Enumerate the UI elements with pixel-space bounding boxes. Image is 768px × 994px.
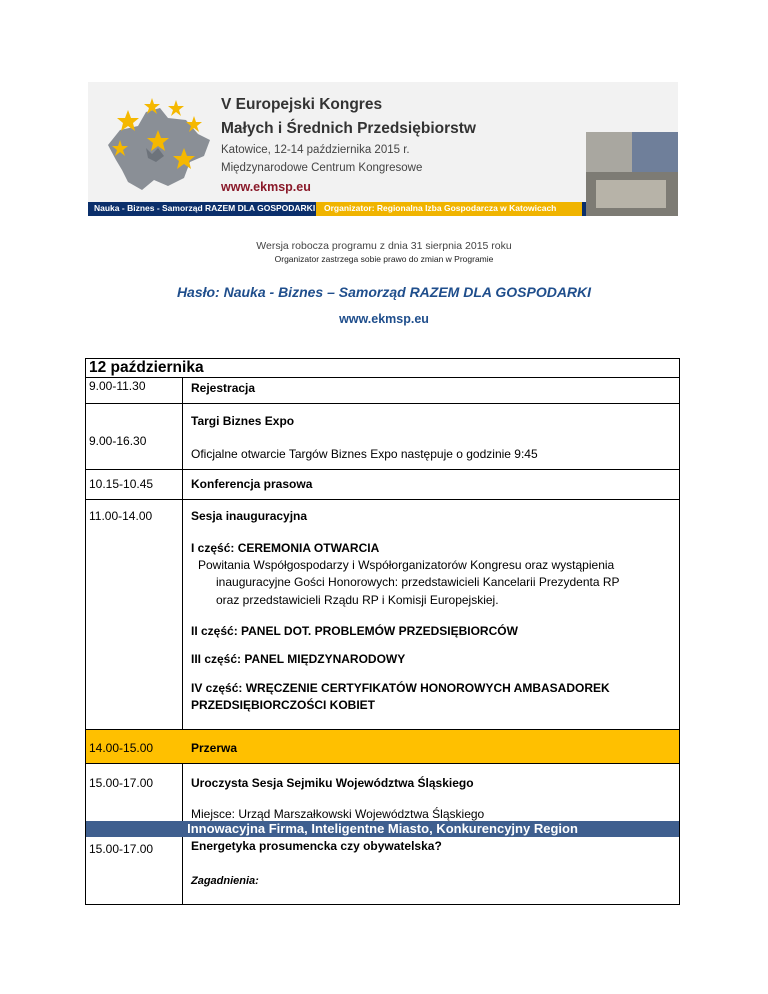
- disclaimer: Organizator zastrzega sobie prawo do zmian w Programie: [274, 254, 494, 264]
- sejmik-place: Miejsce: Urząd Marszałkowski Województwa Śląskiego: [191, 807, 485, 821]
- part3-title: III część: PANEL MIĘDZYNARODOWY: [191, 652, 406, 666]
- part4-line1: IV część: WRĘCZENIE CERTYFIKATÓW HONOROWYCH AMBASADOREK: [191, 681, 610, 695]
- item-inauguration: Sesja inauguracyjna: [191, 509, 308, 523]
- time-expo: 9.00-16.30: [89, 434, 147, 448]
- banner-title-line2: Małych i Średnich Przedsiębiorstw: [221, 120, 476, 137]
- website-link[interactable]: www.ekmsp.eu: [339, 312, 429, 326]
- part1-title: I część: CEREMONIA OTWARCIA: [191, 541, 380, 555]
- item-registration: Rejestracja: [191, 381, 256, 395]
- banner-organizer: Organizator: Regionalna Izba Gospodarcza w Katowicach: [324, 203, 557, 213]
- energy-topics-label: Zagadnienia:: [191, 875, 259, 887]
- item-sejmik: Uroczysta Sesja Sejmiku Województwa Śląskiego: [191, 776, 474, 790]
- item-expo: Targi Biznes Expo: [191, 414, 295, 428]
- time-inauguration: 11.00-14.00: [89, 509, 153, 523]
- banner-url-link[interactable]: www.ekmsp.eu: [221, 180, 311, 194]
- item-press: Konferencja prasowa: [191, 477, 313, 491]
- time-sejmik: 15.00-17.00: [89, 776, 154, 790]
- part4-line2: PRZEDSIĘBIORCZOŚCI KOBIET: [191, 698, 376, 712]
- version-note: Wersja robocza programu z dnia 31 sierpnia 2015 roku: [256, 240, 512, 252]
- time-break: 14.00-15.00: [89, 741, 154, 755]
- banner-slogan: Nauka - Biznes - Samorząd RAZEM DLA GOSPODARKI: [94, 203, 316, 213]
- conference-photo-collage: [586, 132, 678, 216]
- event-banner: [88, 82, 678, 216]
- item-energy: Energetyka prosumencka czy obywatelska?: [191, 839, 442, 853]
- time-energy: 15.00-17.00: [89, 842, 154, 856]
- banner-location-date: Katowice, 12-14 października 2015 r.: [221, 144, 410, 156]
- part2-title: II część: PANEL DOT. PROBLEMÓW PRZEDSIĘBIORCÓW: [191, 624, 518, 638]
- motto-heading: Hasło: Nauka - Biznes – Samorząd RAZEM DLA GOSPODARKI: [176, 284, 592, 300]
- break-row-highlight: [86, 730, 679, 763]
- expo-note: Oficjalne otwarcie Targów Biznes Expo następuje o godzinie 9:45: [191, 447, 538, 461]
- part1-line1: Powitania Współgospodarzy i Współorganizatorów Kongresu oraz wystąpienia: [198, 558, 615, 572]
- banner-title-line1: V Europejski Kongres: [221, 96, 383, 113]
- part1-line2: inauguracyjne Gości Honorowych: przedstawicieli Kancelarii Prezydenta RP: [216, 575, 620, 589]
- banner-organizer-bar: [316, 202, 582, 216]
- day-title: 12 października: [89, 359, 204, 376]
- europe-map-logo: [98, 90, 218, 202]
- banner-slogan-bar: [88, 202, 586, 216]
- banner-venue: Międzynarodowe Centrum Kongresowe: [221, 162, 423, 174]
- section-title: Innowacyjna Firma, Inteligentne Miasto, Konkurencyjny Region: [187, 821, 578, 836]
- item-break: Przerwa: [191, 741, 238, 755]
- time-press: 10.15-10.45: [89, 477, 154, 491]
- time-registration: 9.00-11.30: [89, 379, 146, 393]
- part1-line3: oraz przedstawicieli Rządu RP i Komisji Europejskiej.: [216, 593, 499, 607]
- agenda-table: [85, 358, 680, 905]
